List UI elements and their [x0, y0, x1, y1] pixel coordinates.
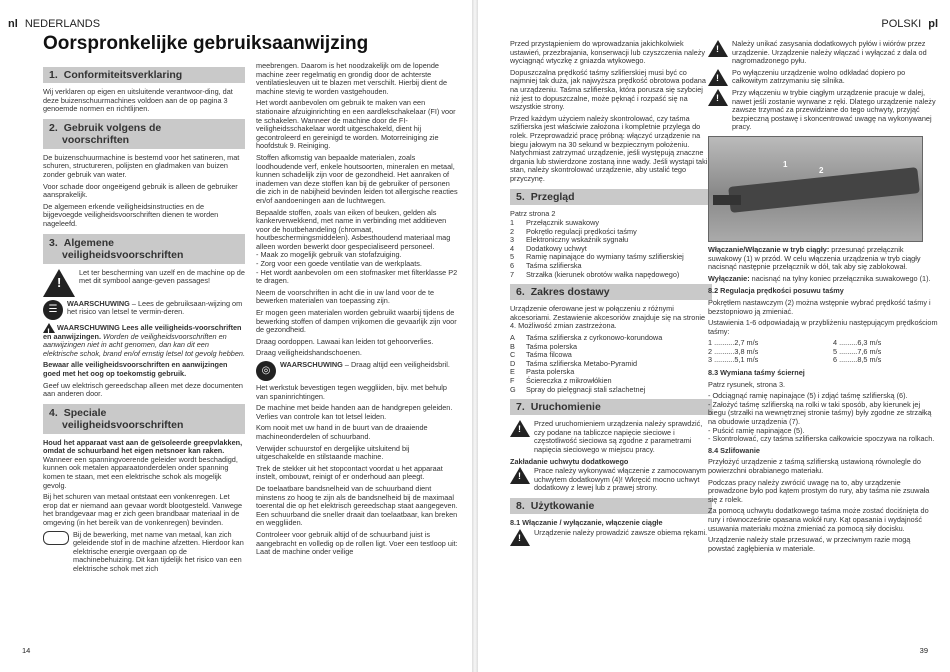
page-number: 39	[919, 646, 928, 655]
right-page	[480, 0, 950, 672]
paragraph: Geef uw elektrisch gereedschap alleen met deze documenten aan anderen door.	[43, 380, 243, 399]
paragraph: Urządzenie oferowane jest w połączeniu z różnymi akcesoriami. Zestawienie akcesoriów znajduje się na stronie 4. Możliwość zmian zastrzeżona.	[510, 304, 706, 331]
right-lang-name: POLSKI	[881, 18, 922, 30]
paragraph: Wij verklaren op eigen en uitsluitende verantwoor-ding, dat deze buizenschuurmachines voldoen aan de op pagina 3 genoemde normen en richtlijnen.	[43, 87, 233, 114]
left-page	[0, 0, 470, 672]
right-page-header	[881, 18, 942, 30]
warning-row: ! Należy unikać zasysania dodatkowych pyłów i wiórów przez urządzenie. Urządzenie należy włączać i wyłączać z dala od nagromadzonego pyłu.	[708, 40, 938, 66]
paragraph: Patrz rysunek, strona 3.	[708, 379, 786, 389]
delivery-item-text: Taśma szlifierska z cyrkonowo-korundowa	[526, 333, 663, 343]
paragraph: Draag oordoppen. Lawaai kan leiden tot gehoorverlies.	[256, 336, 434, 346]
section-heading-5: 5. Przegląd	[510, 189, 712, 205]
right-column-2	[708, 40, 938, 556]
subheading: 8.4 Szlifowanie	[708, 445, 760, 455]
overview-item-key: 6	[510, 261, 515, 271]
paragraph: Het werkstuk bevestigen tegen weggliiden, bijv. met behulp van spaninrichtingen.	[256, 383, 447, 401]
overview-item-text: Elektroniczny wskaźnik sygnału	[526, 235, 629, 245]
bullet: - Założyć taśmę szlifierską na rolki w taki sposób, aby kierunek jej biegu (strzałki na wewnętrznej stronie taśmy) były zgodne ze strzałką na obudowie urządzenia (7).	[708, 399, 932, 427]
bullet: - Zorg voor een goede ventilatie van de werkplaats.	[256, 259, 422, 269]
paragraph: Bij het schuren van metaal ontstaat een vonkenregen. Let erop dat er niemand aan gevaar wordt blootgesteld. Vanwege het brandgevaar mag er zich geen brandbaar materiaal in de omgeving (in het bereik van de vonkenregen) bevinden.	[43, 492, 243, 528]
warning-triangle-icon	[510, 420, 530, 437]
right-lang-code: pl	[928, 18, 938, 30]
delivery-item-key: F	[510, 376, 515, 385]
delivery-item-text: Ściereczka z mikrowłókien	[526, 376, 612, 385]
warning-row: ! Przed uruchomieniem urządzenia należy sprawdzić, czy podane na tabliczce napięcie sieciowe i częstotliwość sieciowa są zgodne z parametrami napięcia sieciowego w miejscu pracy.	[510, 420, 712, 454]
delivery-item-text: Taśma polerska	[526, 341, 578, 351]
section-heading-6: 6. Zakres dostawy	[510, 284, 712, 300]
delivery-item-key: B	[510, 341, 515, 351]
warning-triangle-icon	[708, 89, 728, 106]
paragraph: Kom nooit met uw hand in de buurt van de draaiende machineonderdelen of schuurband.	[256, 423, 428, 441]
bullet: - Maak zo mogelijk gebruik van stofafzuiging.	[256, 250, 402, 260]
delivery-item-text: Taśma szlifierska Metabo-Pyramid	[526, 358, 638, 368]
delivery-item-key: A	[510, 333, 515, 343]
overview-item-key: 1	[510, 218, 515, 228]
paragraph: Ustawienia 1-6 odpowiadają w przybliżeniu następującym prędkościom taśmy:	[708, 318, 938, 336]
warning-triangle-icon	[510, 467, 530, 484]
bullet: - Het wordt aanbevolen om een stofmasker met filterklasse P2 te dragen.	[256, 267, 458, 286]
subheading: Zakładanie uchwytu dodatkowego	[510, 456, 629, 466]
overview-item-key: 4	[510, 243, 515, 253]
page-number: 14	[22, 646, 31, 655]
left-lang-name: NEDERLANDS	[24, 18, 101, 30]
paragraph: Trek de stekker uit het stopcontact voordat u het apparaat instelt, ombouwt, reinigt of er onderhoud aan pleegt.	[256, 463, 443, 482]
section-heading-3: 3. Algemene veiligheidsvoorschriften	[43, 234, 245, 264]
delivery-item	[510, 386, 712, 395]
machine-photo	[708, 136, 923, 242]
overview-item-key: 5	[510, 252, 515, 262]
paragraph: Bepaalde stoffen, zoals van eiken of beuken, gelden als kankerverwekkend, met name in verbinding met additieven voor de houtbehandeling (chromaat, houtbeschermingsmiddelen). Asbesthoudend materiaal mag alleen worden bewerkt door gespecialiseerd personeel.	[256, 207, 451, 251]
paragraph: Patrz strona 2	[510, 208, 556, 218]
paragraph: Przed przystąpieniem do wprowadzania jakichkolwiek ustawień, przezbrajania, konserwacji lub czyszczenia należy wyciągnąć wtyczkę z gniazda wtykowego.	[510, 39, 706, 66]
paragraph: Neem de voorschriften in acht die in uw land voor de te bewerken materialen van toepassing zijn.	[256, 287, 435, 306]
left-page-header	[8, 18, 100, 30]
speed-cell: 1 ..........2,7 m/s	[708, 338, 759, 348]
paragraph: Włączanie/Włączanie w tryb ciągły: przesunąć przełącznik suwakowy (1) w przód. W celu włączenia urządzenia w tryb ciągły nacisnąć następnie przełącznik w dół, tak aby się zablokował.	[708, 244, 921, 272]
speed-table	[708, 339, 938, 365]
subheading: 8.2 Regulacja prędkości posuwu taśmy	[708, 286, 844, 296]
subheading: 8.3 Wymiana taśmy ściernej	[708, 368, 805, 378]
paragraph: De algemeen erkende veiligheidsinstructies en de bijgevoegde veiligheidsvoorschriften dienen te worden nageleefd.	[43, 201, 219, 228]
delivery-item-text: Spray do pielęgnacji stali szlachetnej	[526, 384, 646, 394]
warning-triangle-icon	[43, 323, 55, 333]
paragraph: Przed każdym użyciem należy skontrolować, czy taśma szlifierska jest właściwie założona i kompletnie przylega do rolek. Przeprowadzić pracę próbną: włączyć urządzenie na biegu jałowym na 30 sekund w bezpiecznym położeniu. Natychmiast zatrzymać urządzenie, jeśli występują znaczne drgania lub stwierdzone zostaną inne wady. Jeśli wystąpi taki stan, należy skontrolować urządzenie, aby ustalić tego przyczynę.	[510, 113, 708, 183]
paragraph: meebrengen. Daarom is het noodzakelijk om de lopende machine zeer regelmatig en grondig door de achterste ventilatiesleuven uit te blazen met verschilt. Hierbij dient de machine stevig te worden vastgehouden.	[256, 61, 448, 96]
section-heading-4: 4. Speciale veiligheidsvoorschriften	[43, 404, 245, 434]
paragraph: Stoffen afkomstig van bepaalde materialen, zoals loodhoudende verf, enkele houtsoorten, mineralen en metaal, kunnen schadelijk zijn voor de gezondheid. Het aanraken of inademen van deze stoffen kan bij de gebruiker of personen die zich in de nabijheid bevinden leiden tot allergische reacties en/of aandoeningen aan de luchtwegen.	[256, 152, 458, 205]
left-column-1	[43, 62, 245, 577]
warning-row: ◎ WAARSCHUWING – Draag altijd een veiligheidsbril.	[256, 361, 460, 381]
paragraph: Bewaar alle veiligheidsvoorschriften en aanwijzingen goed met het oog op toekomstig gebruik.	[43, 360, 228, 378]
overview-item-text: Ramię napinające do wymiany taśmy szlifierskiej	[526, 252, 684, 262]
warning-row: ! Let ter bescherming van uzelf en de machine op de met dit symbool aange-geven passages!	[43, 269, 245, 297]
photo-callout-1: 1	[783, 159, 788, 169]
read-manual-icon: ☰	[43, 300, 63, 320]
delivery-item-text: Taśma filcowa	[526, 350, 572, 360]
paragraph: Controleer voor gebruik altijd of de schuurband juist is aangebracht en volledig op de rollen ligt. Voer een testloop uit: Laat de machine onder veilige	[256, 529, 458, 557]
paragraph: Wyłączanie: nacisnąć na tylny koniec przełącznika suwakowego (1).	[708, 273, 931, 283]
overview-item-text: Taśma szlifierska	[526, 261, 582, 271]
warning-row: ! Przy włączeniu w trybie ciągłym urządzenie pracuje w dalej, nawet jeśli zostanie wyrwane z ręki. Dlatego urządzenie należy zawsze trzymać za przewidziane do tego uchwyty, przyjąć bezpieczną postawę i skoncentrować uwagę na wykonywanej pracy.	[708, 89, 938, 132]
overview-item	[510, 271, 712, 280]
right-column-1	[510, 40, 712, 549]
warning-row: ! Po wyłączeniu urządzenie wolno odkładać dopiero po całkowitym zatrzymaniu się silnika.	[708, 69, 938, 86]
hands-icon	[43, 531, 69, 545]
subheading: 8.1 Włączanie / wyłączanie, włączenie ciągłe	[510, 517, 663, 527]
overview-item-text: Dodatkowy uchwyt	[526, 243, 587, 253]
warning-triangle-icon	[708, 69, 728, 86]
warning-triangle-icon	[510, 529, 530, 546]
delivery-item-key: D	[510, 358, 516, 368]
tube-sander-shape	[728, 167, 920, 213]
delivery-list	[510, 334, 712, 394]
speed-cell: 4 .........6,3 m/s	[833, 338, 882, 348]
paragraph: Voor schade door ongeëigend gebruik is alleen de gebruiker aansprakelijk.	[43, 181, 238, 200]
section-heading-2: 2. Gebruik volgens de voorschriften	[43, 119, 245, 149]
paragraph: De toelaatbare bandsnelheid van de schuurband dient minstens zo hoog te zijn als de bandsnelheid bij de maximaal toerental die op het elektrisch gereedschap staat aangegeven. Een schuurband die sneller draait dan toelaatbaar, kan breken en weggliiden.	[256, 483, 458, 528]
paragraph: Przyłożyć urządzenie z taśmą szlifierską ustawioną równolegle do powierzchni obrabianego materiału.	[708, 457, 921, 475]
delivery-item-key: G	[510, 384, 516, 394]
speed-cell: 5 .........7,6 m/s	[833, 346, 882, 356]
paragraph: De machine met beide handen aan de handgrepen geleiden. Verlies van controle kan tot letsel leiden.	[256, 403, 453, 421]
safety-glasses-icon: ◎	[256, 361, 276, 381]
left-column-2	[256, 62, 460, 560]
section-heading-7: 7. Uruchomienie	[510, 399, 712, 415]
paragraph: Pokrętłem nastawczym (2) można wstępnie wybrać prędkość taśmy i bezstopniowo ją zmieniać.	[708, 297, 931, 316]
warning-row: ! Urządzenie należy prowadzić zawsze obiema rękami.	[510, 529, 712, 546]
warning-row: ! Prace należy wykonywać włączenie z zamocowanym uchwytem dodatkowym (4)! Wkręcić mocno uchwyt dodatkowy z lewej lub z prawej strony.	[510, 467, 712, 493]
photo-callout-2: 2	[819, 165, 824, 175]
note-row: Bij de bewerking, met name van metaal, kan zich geleidende stof in de machine afzetten. Hierdoor kan elektrische energie overgaan op de machinebehuizing. Dit kan tijdelijk het risico van een elektrische schok met zich	[43, 531, 245, 574]
paragraph: Dopuszczalna prędkość taśmy szlifierskiej musi być co najmniej tak duża, jak najwyższa prędkość obrotowa podana na urządzeniu. Taśma szlifierska, która porusza się szybciej niż jest to dopuszczalne, może pęknąć i rozpaść się na wszystkie strony.	[510, 67, 706, 112]
section-heading-1: 1. Conformiteitsverklaring	[43, 67, 245, 83]
left-lang-code: nl	[8, 18, 18, 30]
paragraph: Verwijder schuurstof en dergelijke uitsluitend bij uitgeschakelde en stilstaande machine.	[256, 443, 410, 462]
book-gutter	[472, 0, 478, 672]
paragraph: Houd het apparaat vast aan de geïsoleerde greepvlakken, omdat de schuurband het eigen netsnoer kan raken. Wanneer een spanningvoerende geleider wordt beschadigd, kunnen ook metalen apparaatonderdelen onder spanning komen te staan, met een elektrische schok als mogelijk gevolg.	[43, 437, 243, 490]
delivery-item-key: C	[510, 350, 516, 360]
overview-item-text: Przełącznik suwakowy	[526, 218, 599, 228]
overview-item-text: Pokrętło regulacji prędkości taśmy	[526, 226, 637, 236]
warning-triangle-icon	[43, 269, 75, 297]
belt-shape	[713, 195, 741, 205]
bullet: - Skontrolować, czy taśma szlifierska całkowicie spoczywa na rolkach.	[708, 434, 935, 444]
paragraph: Za pomocą uchwytu dodatkowego taśma może zostać dociśnięta do rury i równocześnie opasana wokół rury. Kąt opasania i wydajność usuwania materiału można zmieniać za pomocą siły docisku.	[708, 506, 929, 533]
paragraph: Draag veiligheidshandschoenen.	[256, 348, 362, 358]
bullet: - Odciągnąć ramię napinające (5) i zdjąć taśmę szlifierską (6).	[708, 391, 908, 401]
overview-item-key: 2	[510, 226, 515, 236]
page-title: Oorspronkelijke gebruiksaanwijzing	[43, 33, 369, 54]
overview-item-key: 7	[510, 269, 515, 279]
warning-triangle-icon	[708, 40, 728, 57]
overview-item-key: 3	[510, 235, 515, 245]
overview-item-text: Strzałka (kierunek obrotów wałka napędowego)	[526, 269, 680, 279]
paragraph: De buizenschuurmachine is bestemd voor het satineren, mat schuren, structureren, polijsten en gladmaken van buizen zonder gebruik van water.	[43, 152, 240, 179]
warning-row: ☰ WAARSCHUWING – Lees de gebruiksaan-wijzing om het risico van letsel te vermin-deren.	[43, 300, 245, 320]
section-heading-8: 8. Użytkowanie	[510, 498, 712, 514]
speed-cell: 6 .........8,5 m/s	[833, 355, 882, 365]
delivery-item-text: Pasta polerska	[526, 367, 575, 377]
paragraph: Er mogen geen materialen worden gebruikt waarbij tijdens de bewerking stoffen of dampen vrijkomen die gevaarlijk zijn voor de gezondheid.	[256, 308, 457, 335]
speed-cell: 3 ..........5,1 m/s	[708, 355, 759, 365]
bullet: - Puścić ramię napinające (5).	[708, 425, 805, 435]
paragraph: Het wordt aanbevolen om gebruik te maken van een stationaire afzuiginrichting en een aardlekschakelaar (FI) voor te schakelen. Wanneer de machine door de FI-veiligheidsschakelaar wordt uitgeschakeld, dient hij gecontroleerd en gereinigd te worden. Motorreiniging zie hoofdstuk 9. Reiniging.	[256, 98, 456, 151]
overview-list	[510, 219, 712, 279]
paragraph: Urządzenie należy stale przesuwać, w przeciwnym razie mogą powstać zagłębienia w materiale.	[708, 535, 911, 553]
speed-cell: 2 ..........3,8 m/s	[708, 346, 759, 356]
paragraph: Podczas pracy należy zwrócić uwagę na to, aby urządzenie prowadzone było pod kątem prostym do rury, aby taśma nie zsuwała się z rolek.	[708, 477, 930, 504]
delivery-item-key: E	[510, 367, 515, 377]
warning-paragraph: ! WAARSCHUWING Lees alle veiligheids-voorschriften en aanwijzingen. Worden de veiligheidsvoorschriften en aanwijzingen niet in acht genomen, dan kan dit een elektrische schok, brand en/of ernstig letsel tot gevolg hebben.	[43, 323, 245, 359]
